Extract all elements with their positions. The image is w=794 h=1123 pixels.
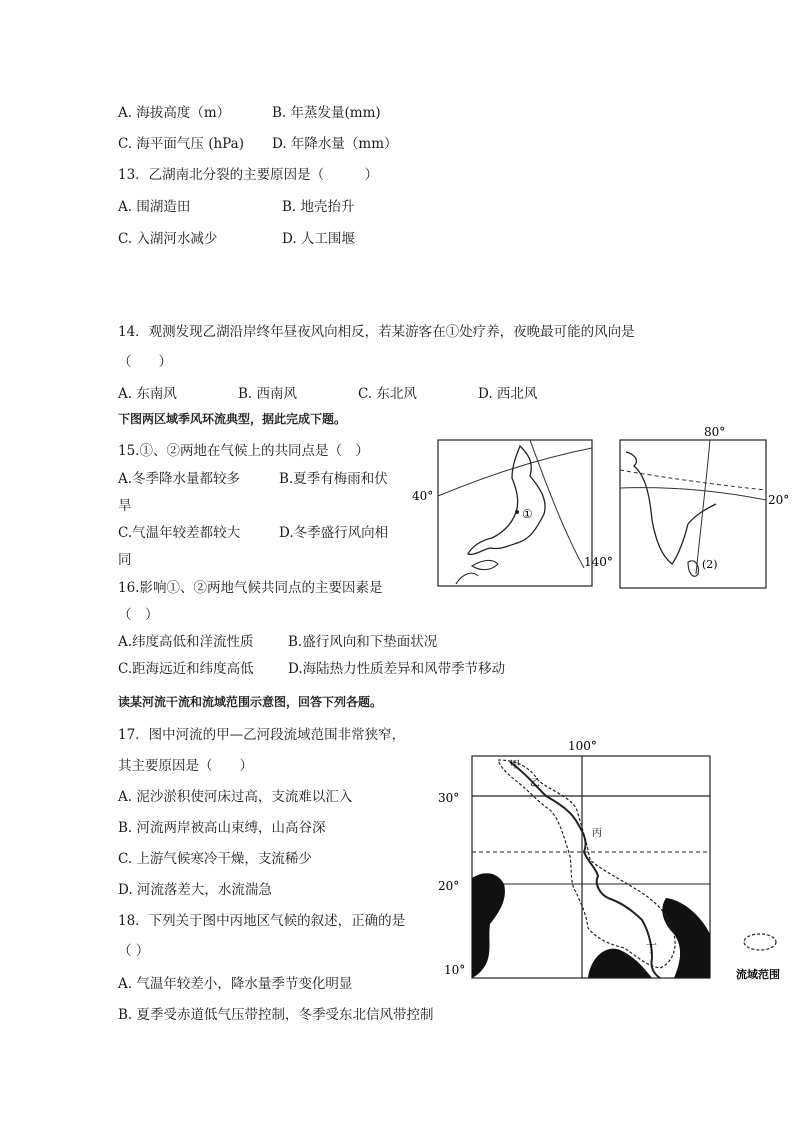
q12-option-c: C. 海平面气压 (hPa) xyxy=(118,136,244,152)
intro-q17: 读某河流干流和流域范围示意图，回答下列各题。 xyxy=(118,695,383,709)
map2-lat-label: 20° xyxy=(768,493,790,507)
map3-frame xyxy=(472,756,710,978)
q14-paren: （ ） xyxy=(118,354,172,370)
map1-point-dot xyxy=(515,510,519,514)
q16-paren: （ ） xyxy=(118,607,159,623)
q13-option-a: A. 围湖造田 xyxy=(118,199,191,215)
q16-option-b: B.盛行风向和下垫面状况 xyxy=(288,634,438,650)
q18-option-a: A. 气温年较差小，降水量季节变化明显 xyxy=(118,976,353,992)
q15-option-d-cont: 同 xyxy=(118,552,132,568)
map-river-basin xyxy=(438,738,788,988)
q16-option-a: A.纬度高低和洋流性质 xyxy=(118,634,254,650)
q18-stem: 18．下列关于图中丙地区气候的叙述，正确的是 xyxy=(118,913,406,929)
q15-option-b: B.夏季有梅雨和伏 xyxy=(279,471,388,487)
map2-point-label: (2) xyxy=(702,558,718,571)
map2-lon-label: 80° xyxy=(704,425,726,439)
q12-option-a: A. 海拔高度（m） xyxy=(118,105,231,121)
q14-option-c: C. 东北风 xyxy=(358,386,417,402)
q15-option-d: D.冬季盛行风向相 xyxy=(279,525,389,541)
q14-option-d: D. 西北风 xyxy=(478,386,538,402)
map3-label-jia: 甲 xyxy=(510,760,520,771)
map1-lon-label: 140° xyxy=(584,555,613,569)
q17-stem-cont: 其主要原因是（ ） xyxy=(118,758,253,774)
map2-dashed-line xyxy=(620,470,766,490)
q15-option-a: A.冬季降水量都较多 xyxy=(118,471,241,487)
map3-legend-label: 流域范围 xyxy=(736,968,780,981)
map3-label-ding: 丁 xyxy=(646,942,657,955)
q16-option-c: C.距海远近和纬度高低 xyxy=(118,661,254,677)
q14-stem: 14．观测发现乙湖沿岸终年昼夜风向相反，若某游客在①处疗养，夜晚最可能的风向是 xyxy=(118,324,635,340)
map2-latitude-line xyxy=(620,488,766,500)
map3-label-bing: 丙 xyxy=(592,828,602,839)
map-india-region xyxy=(616,424,794,590)
map1-lat-label: 40° xyxy=(412,489,434,503)
map3-legend-symbol xyxy=(744,934,776,950)
intro-q15: 下图两区域季风环流典型，据此完成下题。 xyxy=(118,412,347,426)
q13-stem: 13．乙湖南北分裂的主要原因是（ ） xyxy=(118,167,379,183)
q15-option-c: C.气温年较差都较大 xyxy=(118,525,241,541)
q18-paren: （ ） xyxy=(118,943,150,959)
q16-stem: 16.影响①、②两地气候共同点的主要因素是 xyxy=(118,580,383,596)
q13-option-b: B. 地壳抬升 xyxy=(282,199,355,215)
map1-point-label: ① xyxy=(522,507,533,521)
q17-option-c: C. 上游气候寒冷干燥，支流稀少 xyxy=(118,851,312,867)
q14-option-b: B. 西南风 xyxy=(238,386,298,402)
q17-option-b: B. 河流两岸被高山束缚，山高谷深 xyxy=(118,820,326,836)
map3-lat30-label: 30° xyxy=(438,791,460,805)
map2-longitude-line xyxy=(696,440,710,574)
q17-option-a: A. 泥沙淤积使河床过高，支流难以汇入 xyxy=(118,789,353,805)
q13-option-d: D. 人工围堰 xyxy=(282,231,355,247)
map3-lat10-label: 10° xyxy=(444,963,466,977)
q15-option-b-cont: 旱 xyxy=(118,498,132,514)
map1-korea-coast xyxy=(456,573,478,584)
q14-option-a: A. 东南风 xyxy=(118,386,177,402)
q17-option-d: D. 河流落差大，水流湍急 xyxy=(118,882,272,898)
map3-label-yi: 乙 xyxy=(530,778,540,789)
map1-kyushu xyxy=(472,560,498,569)
map2-frame xyxy=(620,440,766,588)
q13-option-c: C. 入湖河水减少 xyxy=(118,231,218,247)
map3-lat20-label: 20° xyxy=(438,879,460,893)
q16-option-d: D.海陆热力性质差异和风带季节移动 xyxy=(288,661,506,677)
q12-option-d: D. 年降水量（mm） xyxy=(272,136,398,152)
q15-stem: 15.①、②两地在气候上的共同点是（ ） xyxy=(118,443,369,459)
q17-stem: 17．图中河流的甲—乙河段流域范围非常狭窄， xyxy=(118,727,406,743)
map1-longitude-line xyxy=(530,440,584,568)
map-japan-region xyxy=(412,438,613,588)
q18-option-b: B. 夏季受赤道低气压带控制，冬季受东北信风带控制 xyxy=(118,1007,434,1023)
map2-india-coast xyxy=(626,452,716,564)
q12-option-b: B. 年蒸发量(mm) xyxy=(272,105,381,121)
map3-lon-label: 100° xyxy=(568,739,597,753)
